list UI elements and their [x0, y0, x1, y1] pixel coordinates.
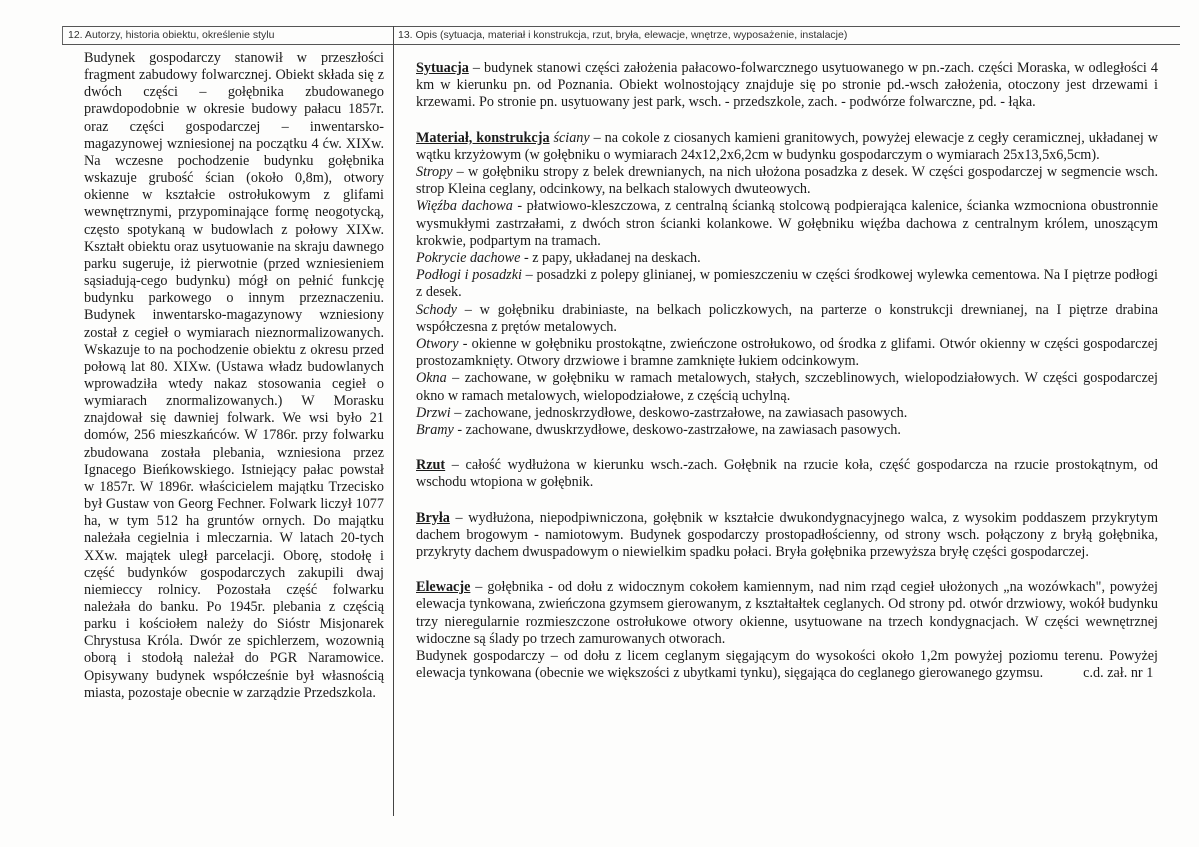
situation-heading: Sytuacja: [416, 60, 469, 76]
stairs-text: – w gołębniku drabiniaste, na belkach policzkowych, na parterze o konstrukcji drewnianej, na I piętrze drabina współczesna z prętów metalowych.: [416, 301, 1158, 335]
windows-text: – zachowane, w gołębniku w ramach metalowych, stałych, szczeblinowych, wielopodziałowych. W części gospodarczej okno w ramach metalowych, wielopodziałowe, z częścią uchylną.: [416, 370, 1158, 404]
floors-paragraph: [416, 267, 1158, 301]
roofing-paragraph: [416, 250, 1158, 267]
massing-text: – wydłużona, niepodpiwniczona, gołębnik w kształcie dwukondygnacyjnego walca, z wysokim poddaszem przykrytym dachem brogowym - namiotowym. Budynek gospodarczy prostopadłościenny, od strony wsch. połączony z bryłą gołębnika, przykryty dachem dwuspadowym o niewielkim spadku połaci. Bryła gołębnika przewyższa bryłę części gospodarczej.: [416, 509, 1158, 561]
windows-term: Okna: [416, 370, 447, 387]
situation-section: [416, 60, 1158, 112]
header-left-border: [62, 26, 63, 44]
situation-text: – budynek stanowi części założenia pałacowo-folwarcznego usytuowanego w pn.-zach. części Moraska, w odległości 4 km w kierunku pn. od Poznania. Obiekt wolnostojący znajduje się po stronie pd.-wsch założenia, otoczony jest drzewami i krzewami. Po stronie pn. usytuowany jest park, wsch. - przedszkole, zach. - podwórze folwarczne, pd. - łąka.: [416, 60, 1158, 111]
walls-term: ściany: [553, 129, 590, 146]
elevations-paragraph: [416, 579, 1158, 648]
floors-text: – posadzki z polepy glinianej, w pomieszczeniu w części środkowej wylewka cementowa. Na I piętrze podłogi z desek.: [416, 267, 1158, 301]
openings-term: Otwory: [416, 336, 459, 353]
doors-paragraph: [416, 405, 1158, 422]
gates-text: - zachowane, dwuskrzydłowe, deskowo-zastrzałowe, na zawiasach pasowych.: [453, 422, 901, 439]
ceilings-term: Stropy: [416, 164, 453, 181]
history-column: [84, 50, 384, 702]
elevations-text-2: Budynek gospodarczy – od dołu z licem ceglanym sięgającym do wysokości około 1,2m powyżej poziomu terenu. Powyżej elewacja tynkowana (obecnie we większości z ubytkami tynku), sięgająca do ceglanego gierowanego gzymsu.: [416, 648, 1158, 682]
doors-text: – zachowane, jednoskrzydłowe, deskowo-zastrzałowe, na zawiasach pasowych.: [450, 404, 908, 421]
elevations-paragraph-2: [416, 648, 1158, 682]
elevations-text: – gołębnika - od dołu z widocznym cokołem kamiennym, nad nim rząd cegieł ułożonych „na wozówkach", powyżej elewacja tynkowana, zwieńczona gzymsem gierowanym, z kształtałtek ceglanych. Od strony pd. otwór drzwiowy, wokół budynku trzy nieregularnie rozmieszczone ostrołukowe otwory okienne, usytuowane na trzech kondygnacjach. W części wewnętrznej widoczne są ślady po trzech zamurowanych otworach.: [416, 579, 1158, 647]
elevations-section: [416, 579, 1158, 682]
gates-paragraph: [416, 422, 1158, 439]
header-bottom-rule: [62, 44, 1180, 45]
doors-term: Drzwi: [416, 404, 451, 421]
gates-term: Bramy: [416, 422, 454, 439]
material-section: [416, 130, 1158, 440]
openings-paragraph: [416, 336, 1158, 370]
stairs-paragraph: [416, 302, 1158, 336]
elevations-heading: Elewacje: [416, 579, 471, 596]
history-text: Budynek gospodarczy stanowił w przeszłości fragment zabudowy folwarcznej. Obiekt składa się z dwóch części – gołębnika zbudowanego prawdopodobnie w okresie budowy pałacu 1857r. oraz części gospodarczej – inwentarsko-magazynowej wzniesionej na początku 4 ćw. XIXw. Na wczesne pochodzenie budynku gołębnika wskazuje grubość ścian (około 0,8m), otwory okienne w kształcie ostrołukowym z glifami wewnętrznymi, przypominające formę neogotycką, często spotykaną w budowlach z połowy XIXw. Kształt obiektu oraz usytuowanie na skraju dawnego parku sugeruje, iż pierwotnie (przed wzniesieniem sąsiadują-cego budynku) mógł on pełnić funkcję budynku parkowego o innym przeznaczeniu. Budynek inwentarsko-magazynowy wzniesiony został z cegieł o wymiarach nieznormalizowanych. Wskazuje to na pochodzenie obiektu z okresu przed połową lat 80. XIXw. (Ustawa władz budowlanych wprowadziła wtedy nakaz stosowania cegieł o wymiarach znormalizowanych.) W Morasku znajdował się dawniej folwark. We wsi było 21 domów, 256 mieszkańców. W 1786r. przy folwarku zbudowana została plebania, wzniesiona przez Ignacego Bieńkowskiego. Istniejący pałac powstał w 1857r. W 1896r. właścicielem majątku Trzecisko był Gustaw von Georg Fechner. Folwark liczył 1077 ha, w tym 512 ha gruntów ornych. Do majątku należała cegielnia i mleczarnia. W latach 20-tych XXw. majątek uległ parcelacji. Oborę, stodołę i część budynków gospodarczych zakupili dwaj niemieccy rolnicy. Pozostała część folwarku należała do banku. Po 1945r. plebania z częścią parku i kościołem należy do Sióstr Misjonarek Chrystusa Króla. Dwór ze spichlerzem, wozownią oborą i stodołą należał do PGR Naramowice. Opisywany budynek współcześnie był własnością miasta, pozostaje obecnie w zarządzie Przedszkola.: [84, 50, 384, 701]
history-column-header: 12. Autorzy, historia obiektu, określenie stylu: [68, 29, 275, 41]
roof-frame-term: Więźba dachowa: [416, 198, 513, 215]
walls-paragraph: [416, 130, 1158, 164]
windows-paragraph: [416, 370, 1158, 404]
roof-frame-paragraph: [416, 198, 1158, 250]
roofing-text: - z papy, układanej na deskach.: [520, 250, 701, 267]
massing-heading: Bryła: [416, 509, 450, 526]
openings-text: - okienne w gołębniku prostokątne, zwieńczone ostrołukowo, od środka z glifami. Otwór okienny w części gospodarczej prostozamknięty. Otwory drzwiowe i bramne zamknięte łukiem odcinkowym.: [416, 336, 1158, 370]
roof-frame-text: - płatwiowo-kleszczowa, z centralną ścianką stolcową podpierająca kalenice, ścianka wzmocniona obustronnie wysmukłymi zastrzałami, z dwóch stron ścianki kolankowe. W gołębniku więźba dachowa z centralnym królem, unoszącym krokwie, podpartym na tramach.: [416, 198, 1158, 249]
massing-section: [416, 510, 1158, 562]
description-column: [416, 60, 1158, 683]
material-heading: Materiał, konstrukcja: [416, 129, 550, 146]
description-column-header: 13. Opis (sytuacja, materiał i konstrukcja, rzut, bryła, elewacje, wnętrze, wyposażenie, instalacje): [398, 29, 848, 41]
plan-section: [416, 457, 1158, 491]
walls-text: – na cokole z ciosanych kamieni granitowych, powyżej elewacje z cegły ceramicznej, układanej w wątku krzyżowym (w gołębniku o wymiarach 24x12,2x6,2cm w budynku gospodarczym o wymiarach 25x13,5x6,5cm).: [416, 129, 1158, 163]
continuation-note: c.d. zał. nr 1: [1083, 665, 1154, 682]
floors-term: Podłogi i posadzki: [416, 267, 522, 284]
plan-text: – całość wydłużona w kierunku wsch.-zach. Gołębnik na rzucie koła, część gospodarcza na rzucie prostokątnym, od wschodu wtopiona w gołębnik.: [416, 457, 1158, 491]
ceilings-text: – w gołębniku stropy z belek drewnianych, na nich ułożona posadzka z desek. W części gospodarczej w segmencie wsch. strop Kleina ceglany, odcinkowy, na belkach stalowych dwuteowych.: [416, 164, 1158, 198]
ceilings-paragraph: [416, 164, 1158, 198]
stairs-term: Schody: [416, 301, 457, 318]
roofing-term: Pokrycie dachowe: [416, 250, 521, 267]
plan-heading: Rzut: [416, 457, 446, 474]
column-divider: [393, 26, 394, 816]
